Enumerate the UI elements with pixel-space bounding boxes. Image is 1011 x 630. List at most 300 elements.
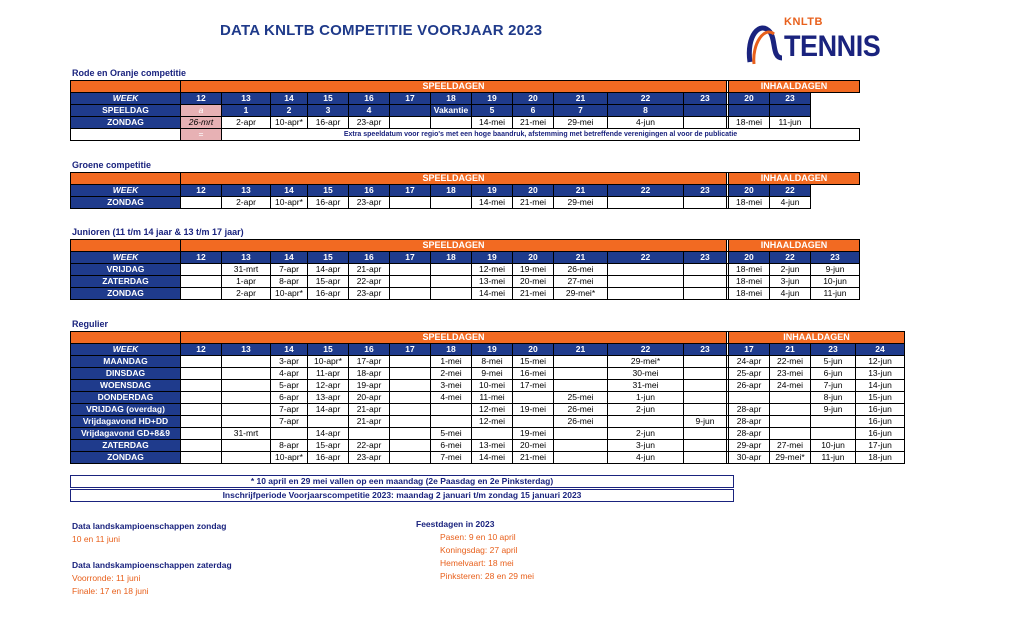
inhaal-cell: 30-apr bbox=[729, 452, 770, 464]
inhaal-cell: 2-jun bbox=[770, 264, 811, 276]
table-cell: 22-apr bbox=[349, 276, 390, 288]
row-label: WEEK bbox=[71, 93, 181, 105]
inhaaldagen-header: INHAALDAGEN bbox=[729, 173, 860, 185]
table-cell: 1 bbox=[222, 105, 271, 117]
table-cell bbox=[431, 276, 472, 288]
table-row bbox=[71, 93, 860, 105]
row-label: SPEELDAG bbox=[71, 105, 181, 117]
inhaal-cell bbox=[770, 416, 811, 428]
table-cell: 14 bbox=[271, 93, 308, 105]
table-cell: 10-apr* bbox=[271, 117, 308, 129]
row-label: DONDERDAG bbox=[71, 392, 181, 404]
table-cell: 7-apr bbox=[271, 404, 308, 416]
table-cell: 11-mei bbox=[472, 392, 513, 404]
rode-table bbox=[70, 80, 860, 141]
feestdag-item: Hemelvaart: 18 mei bbox=[440, 558, 514, 568]
inhaal-cell: 5-jun bbox=[811, 356, 856, 368]
inhaal-cell: 18-mei bbox=[729, 197, 770, 209]
table-cell: 21 bbox=[554, 185, 608, 197]
table-cell: 3-mei bbox=[431, 380, 472, 392]
row-label: WEEK bbox=[71, 252, 181, 264]
speeldagen-header: SPEELDAGEN bbox=[181, 173, 727, 185]
table-cell bbox=[390, 392, 431, 404]
table-cell bbox=[222, 392, 271, 404]
landskamp-zondag-heading: Data landskampioenschappen zondag bbox=[72, 521, 227, 531]
inhaal-cell bbox=[811, 428, 856, 440]
table-cell: 15-mei bbox=[513, 356, 554, 368]
table-cell bbox=[684, 440, 727, 452]
table-cell bbox=[684, 105, 727, 117]
table-cell: 5-apr bbox=[271, 380, 308, 392]
table-cell bbox=[181, 392, 222, 404]
inhaal-cell: 27-mei bbox=[770, 440, 811, 452]
table-cell: 19 bbox=[472, 185, 513, 197]
table-cell: 13-mei bbox=[472, 440, 513, 452]
table-cell: 21 bbox=[554, 93, 608, 105]
inhaal-cell: 18-mei bbox=[729, 264, 770, 276]
inhaal-cell: 9-jun bbox=[811, 404, 856, 416]
table-cell bbox=[554, 440, 608, 452]
table-cell: 12-apr bbox=[308, 380, 349, 392]
table-cell bbox=[684, 264, 727, 276]
table-cell: 16-apr bbox=[308, 197, 349, 209]
table-row bbox=[71, 404, 905, 416]
table-row bbox=[71, 356, 905, 368]
inhaal-cell: 7-jun bbox=[811, 380, 856, 392]
table-cell bbox=[554, 428, 608, 440]
table-cell: 14-mei bbox=[472, 197, 513, 209]
inhaal-cell: 4-jun bbox=[770, 288, 811, 300]
table-row bbox=[71, 416, 905, 428]
table-cell bbox=[222, 404, 271, 416]
table-cell: 17 bbox=[390, 252, 431, 264]
table-cell: 2 bbox=[271, 105, 308, 117]
table-cell bbox=[431, 117, 472, 129]
legend-text: Extra speeldatum voor regio's met een hoge baandruk, afstemming met betreffende verenigingen al voor de publicatie bbox=[222, 129, 860, 141]
table-row bbox=[71, 288, 860, 300]
table-cell: 17-mei bbox=[513, 380, 554, 392]
table-cell: 16 bbox=[349, 252, 390, 264]
inhaal-cell: 20 bbox=[729, 185, 770, 197]
row-label: ZATERDAG bbox=[71, 440, 181, 452]
table-cell: 19 bbox=[472, 344, 513, 356]
table-cell: 16 bbox=[349, 185, 390, 197]
table-cell bbox=[222, 440, 271, 452]
table-cell: 21-mei bbox=[513, 288, 554, 300]
table-cell bbox=[390, 428, 431, 440]
table-cell: 14 bbox=[271, 252, 308, 264]
table-cell bbox=[390, 368, 431, 380]
table-cell: 29-mei* bbox=[608, 356, 684, 368]
inhaal-cell: 26-apr bbox=[729, 380, 770, 392]
table-cell bbox=[181, 440, 222, 452]
table-cell: 29-mei bbox=[554, 117, 608, 129]
table-cell bbox=[181, 404, 222, 416]
table-cell bbox=[431, 288, 472, 300]
inhaal-cell: 11-jun bbox=[811, 288, 860, 300]
table-cell: 16-mei bbox=[513, 368, 554, 380]
table-cell bbox=[684, 452, 727, 464]
row-label: WEEK bbox=[71, 185, 181, 197]
table-cell: 20-apr bbox=[349, 392, 390, 404]
inhaal-cell: 29-apr bbox=[729, 440, 770, 452]
table-cell bbox=[390, 380, 431, 392]
row-label: DINSDAG bbox=[71, 368, 181, 380]
table-cell: 2-apr bbox=[222, 288, 271, 300]
table-cell bbox=[431, 416, 472, 428]
table-cell: 21-apr bbox=[349, 404, 390, 416]
table-cell: 9-mei bbox=[472, 368, 513, 380]
inhaal-cell: 23-mei bbox=[770, 368, 811, 380]
table-cell bbox=[554, 452, 608, 464]
table-cell bbox=[684, 356, 727, 368]
table-cell: 14-apr bbox=[308, 264, 349, 276]
table-cell bbox=[390, 440, 431, 452]
table-cell bbox=[390, 117, 431, 129]
inhaal-cell: 28-apr bbox=[729, 404, 770, 416]
table-cell bbox=[181, 428, 222, 440]
table-cell: 19-mei bbox=[513, 404, 554, 416]
table-cell: 23 bbox=[684, 344, 727, 356]
table-cell bbox=[513, 416, 554, 428]
page-title: DATA KNLTB COMPETITIE VOORJAAR 2023 bbox=[220, 22, 543, 39]
inhaal-cell: 12-jun bbox=[856, 356, 905, 368]
table-row bbox=[71, 252, 860, 264]
row-label: ZONDAG bbox=[71, 117, 181, 129]
inhaal-cell: 9-jun bbox=[811, 264, 860, 276]
table-row bbox=[71, 117, 860, 129]
legend-swatch: = bbox=[181, 129, 222, 141]
inhaal-cell: 20 bbox=[729, 93, 770, 105]
inhaal-cell bbox=[770, 404, 811, 416]
table-cell: 12 bbox=[181, 185, 222, 197]
table-cell: 20-mei bbox=[513, 276, 554, 288]
inhaal-cell bbox=[811, 416, 856, 428]
table-cell: 4 bbox=[349, 105, 390, 117]
table-cell: 4-apr bbox=[271, 368, 308, 380]
table-cell: 21 bbox=[554, 344, 608, 356]
inhaal-cell: 14-jun bbox=[856, 380, 905, 392]
table-cell bbox=[472, 428, 513, 440]
table-cell: 22 bbox=[608, 93, 684, 105]
row-label: VRIJDAG bbox=[71, 264, 181, 276]
table-cell: 10-apr* bbox=[271, 288, 308, 300]
table-cell: 10-mei bbox=[472, 380, 513, 392]
landskamp-zaterdag-finale: Finale: 17 en 18 juni bbox=[72, 586, 149, 596]
table-row bbox=[71, 264, 860, 276]
table-cell: 29-mei* bbox=[554, 288, 608, 300]
table-cell bbox=[554, 380, 608, 392]
table-cell bbox=[181, 356, 222, 368]
inhaal-cell: 22-mei bbox=[770, 356, 811, 368]
table-cell: 19 bbox=[472, 252, 513, 264]
table-cell: 6-mei bbox=[431, 440, 472, 452]
table-cell: 14-apr bbox=[308, 404, 349, 416]
table-cell: 21-mei bbox=[513, 452, 554, 464]
inhaal-cell bbox=[770, 392, 811, 404]
landskamp-zondag-value: 10 en 11 juni bbox=[72, 534, 121, 544]
table-row bbox=[71, 380, 905, 392]
table-cell: 16 bbox=[349, 344, 390, 356]
table-cell bbox=[181, 197, 222, 209]
table-cell: 3-jun bbox=[608, 440, 684, 452]
footnote: * 10 april en 29 mei vallen op een maandag (2e Paasdag en 2e Pinksterdag) bbox=[70, 475, 734, 488]
speeldagen-header: SPEELDAGEN bbox=[181, 81, 727, 93]
table-cell: 30-mei bbox=[608, 368, 684, 380]
table-cell: 12 bbox=[181, 344, 222, 356]
inhaal-cell: 24-mei bbox=[770, 380, 811, 392]
table-cell: 2-jun bbox=[608, 404, 684, 416]
table-cell bbox=[181, 416, 222, 428]
inhaal-cell: 16-jun bbox=[856, 404, 905, 416]
table-cell: 17 bbox=[390, 185, 431, 197]
table-cell bbox=[684, 368, 727, 380]
table-cell bbox=[684, 404, 727, 416]
table-cell bbox=[349, 428, 390, 440]
table-cell: 16-apr bbox=[308, 117, 349, 129]
inhaal-cell: 13-jun bbox=[856, 368, 905, 380]
row-label: MAANDAG bbox=[71, 356, 181, 368]
table-cell: 19-apr bbox=[349, 380, 390, 392]
table-cell bbox=[684, 380, 727, 392]
row-label: ZONDAG bbox=[71, 452, 181, 464]
table-cell: 19-mei bbox=[513, 428, 554, 440]
table-cell: 23 bbox=[684, 93, 727, 105]
inhaal-cell: 23 bbox=[770, 93, 811, 105]
row-label: WEEK bbox=[71, 344, 181, 356]
table-cell: 8-apr bbox=[271, 440, 308, 452]
table-cell: 7-mei bbox=[431, 452, 472, 464]
inhaal-cell: 16-jun bbox=[856, 428, 905, 440]
table-cell: 26-mei bbox=[554, 416, 608, 428]
table-cell: 5-mei bbox=[431, 428, 472, 440]
table-cell bbox=[181, 288, 222, 300]
table-cell: 15 bbox=[308, 185, 349, 197]
table-cell: 6-apr bbox=[271, 392, 308, 404]
table-cell: 20 bbox=[513, 344, 554, 356]
table-cell bbox=[554, 356, 608, 368]
inhaal-cell: 22 bbox=[770, 252, 811, 264]
inhaal-cell: 3-jun bbox=[770, 276, 811, 288]
inhaaldagen-header: INHAALDAGEN bbox=[729, 81, 860, 93]
table-cell: 16-apr bbox=[308, 288, 349, 300]
table-cell: 15 bbox=[308, 93, 349, 105]
table-cell bbox=[222, 368, 271, 380]
table-cell: 13 bbox=[222, 252, 271, 264]
row-label: ZONDAG bbox=[71, 197, 181, 209]
junioren-title: Junioren (11 t/m 14 jaar & 13 t/m 17 jaar) bbox=[72, 227, 244, 237]
table-cell: 5 bbox=[472, 105, 513, 117]
inhaal-cell bbox=[729, 392, 770, 404]
inhaal-cell bbox=[729, 105, 770, 117]
table-cell bbox=[608, 276, 684, 288]
inhaaldagen-header: INHAALDAGEN bbox=[729, 332, 905, 344]
table-cell bbox=[608, 288, 684, 300]
table-cell: 18 bbox=[431, 93, 472, 105]
table-cell bbox=[608, 197, 684, 209]
table-cell: 17-apr bbox=[349, 356, 390, 368]
row-label: Vrijdagavond GD+8&9 bbox=[71, 428, 181, 440]
table-cell: 18 bbox=[431, 185, 472, 197]
inhaal-cell: 16-jun bbox=[856, 416, 905, 428]
table-cell bbox=[684, 197, 727, 209]
table-cell: 7-apr bbox=[271, 416, 308, 428]
row-label: ZATERDAG bbox=[71, 276, 181, 288]
table-cell: 7-apr bbox=[271, 264, 308, 276]
table-cell bbox=[431, 404, 472, 416]
table-cell bbox=[181, 368, 222, 380]
table-cell: 3-apr bbox=[271, 356, 308, 368]
table-cell bbox=[684, 288, 727, 300]
regulier-table bbox=[70, 331, 905, 464]
inhaal-cell: 23 bbox=[811, 344, 856, 356]
table-cell: 15 bbox=[308, 344, 349, 356]
table-cell: 31-mei bbox=[608, 380, 684, 392]
feestdagen-heading: Feestdagen in 2023 bbox=[416, 519, 495, 529]
table-cell: Vakantie bbox=[431, 105, 472, 117]
inhaal-cell: 25-apr bbox=[729, 368, 770, 380]
table-cell bbox=[181, 380, 222, 392]
table-cell bbox=[308, 416, 349, 428]
table-cell: 17 bbox=[390, 93, 431, 105]
table-cell bbox=[390, 264, 431, 276]
inhaal-cell: 17 bbox=[729, 344, 770, 356]
feestdag-item: Pasen: 9 en 10 april bbox=[440, 532, 516, 542]
feestdagen bbox=[416, 518, 534, 583]
table-cell: 3 bbox=[308, 105, 349, 117]
table-cell bbox=[181, 452, 222, 464]
table-cell: 13 bbox=[222, 93, 271, 105]
table-cell: 8-apr bbox=[271, 276, 308, 288]
inhaal-cell bbox=[770, 428, 811, 440]
table-cell: 21-apr bbox=[349, 416, 390, 428]
table-cell: 14 bbox=[271, 344, 308, 356]
table-cell bbox=[431, 264, 472, 276]
table-row bbox=[71, 105, 860, 117]
table-cell: 15 bbox=[308, 252, 349, 264]
table-cell bbox=[684, 428, 727, 440]
landskamp-zaterdag-heading: Data landskampioenschappen zaterdag bbox=[72, 560, 232, 570]
inhaal-cell bbox=[770, 105, 811, 117]
inhaal-cell: 4-jun bbox=[770, 197, 811, 209]
inhaaldagen-header: INHAALDAGEN bbox=[729, 240, 860, 252]
speeldagen-header: SPEELDAGEN bbox=[181, 332, 727, 344]
table-cell: 2-apr bbox=[222, 197, 271, 209]
row-label: VRIJDAG (overdag) bbox=[71, 404, 181, 416]
table-cell: 14-apr bbox=[308, 428, 349, 440]
table-cell bbox=[431, 197, 472, 209]
inhaal-cell: 22 bbox=[770, 185, 811, 197]
table-row bbox=[71, 392, 905, 404]
inhaal-cell: 11-jun bbox=[770, 117, 811, 129]
table-cell bbox=[390, 452, 431, 464]
table-cell bbox=[222, 452, 271, 464]
table-cell: 16 bbox=[349, 93, 390, 105]
logo-small-text: KNLTB bbox=[784, 16, 823, 28]
table-cell: 13-apr bbox=[308, 392, 349, 404]
table-cell bbox=[608, 264, 684, 276]
table-cell bbox=[390, 197, 431, 209]
table-cell bbox=[513, 392, 554, 404]
table-cell: 12-mei bbox=[472, 416, 513, 428]
table-cell: 20 bbox=[513, 252, 554, 264]
table-cell bbox=[684, 392, 727, 404]
row-label: WOENSDAG bbox=[71, 380, 181, 392]
table-cell: 22 bbox=[608, 185, 684, 197]
inhaal-cell: 15-jun bbox=[856, 392, 905, 404]
table-cell: 13 bbox=[222, 185, 271, 197]
logo-big-text: TENNIS bbox=[784, 30, 881, 63]
knltb-logo bbox=[744, 14, 914, 74]
table-cell: 23-apr bbox=[349, 197, 390, 209]
tennis-swoosh-icon bbox=[744, 14, 788, 68]
inhaal-cell: 23 bbox=[811, 252, 860, 264]
table-cell: 1-apr bbox=[222, 276, 271, 288]
table-cell bbox=[608, 416, 684, 428]
inhaal-cell: 18-jun bbox=[856, 452, 905, 464]
groen-table bbox=[70, 172, 860, 209]
table-cell: 14-mei bbox=[472, 288, 513, 300]
table-cell: 2-mei bbox=[431, 368, 472, 380]
inhaal-cell: 24-apr bbox=[729, 356, 770, 368]
inhaal-cell: 18-mei bbox=[729, 117, 770, 129]
table-cell: 17 bbox=[390, 344, 431, 356]
table-cell: 13 bbox=[222, 344, 271, 356]
table-row bbox=[71, 276, 860, 288]
table-cell: 21 bbox=[554, 252, 608, 264]
table-cell: 26-mei bbox=[554, 264, 608, 276]
landskampioenschappen bbox=[72, 520, 232, 598]
inhaal-cell: 20 bbox=[729, 252, 770, 264]
table-cell: 1-mei bbox=[431, 356, 472, 368]
feestdag-item: Pinksteren: 28 en 29 mei bbox=[440, 571, 535, 581]
table-cell: 20 bbox=[513, 185, 554, 197]
table-cell: 23-apr bbox=[349, 452, 390, 464]
table-cell: 22 bbox=[608, 344, 684, 356]
table-cell bbox=[222, 380, 271, 392]
table-cell: 15-apr bbox=[308, 276, 349, 288]
table-cell bbox=[390, 288, 431, 300]
table-cell: 21-mei bbox=[513, 197, 554, 209]
table-cell: a bbox=[181, 105, 222, 117]
row-label: Vrijdagavond HD+DD bbox=[71, 416, 181, 428]
inhaal-cell: 18-mei bbox=[729, 288, 770, 300]
inhaal-cell: 29-mei* bbox=[770, 452, 811, 464]
table-cell: 23 bbox=[684, 185, 727, 197]
table-cell: 11-apr bbox=[308, 368, 349, 380]
regulier-title: Regulier bbox=[72, 319, 109, 329]
table-cell: 31-mrt bbox=[222, 428, 271, 440]
table-cell: 20-mei bbox=[513, 440, 554, 452]
table-cell bbox=[554, 368, 608, 380]
table-cell: 2-apr bbox=[222, 117, 271, 129]
table-cell bbox=[390, 276, 431, 288]
inhaal-cell: 17-jun bbox=[856, 440, 905, 452]
row-label: ZONDAG bbox=[71, 288, 181, 300]
table-cell bbox=[181, 276, 222, 288]
table-cell: 14-mei bbox=[472, 117, 513, 129]
inhaal-cell: 28-apr bbox=[729, 416, 770, 428]
inhaal-cell: 28-apr bbox=[729, 428, 770, 440]
inschrijf-note: Inschrijfperiode Voorjaarscompetitie 2023: maandag 2 januari t/m zondag 15 januari 2023 bbox=[70, 489, 734, 502]
table-row bbox=[71, 440, 905, 452]
table-cell bbox=[390, 356, 431, 368]
table-cell: 4-mei bbox=[431, 392, 472, 404]
inhaal-cell: 24 bbox=[856, 344, 905, 356]
table-cell: 21-mei bbox=[513, 117, 554, 129]
speeldagen-header: SPEELDAGEN bbox=[181, 240, 727, 252]
table-cell: 9-jun bbox=[684, 416, 727, 428]
